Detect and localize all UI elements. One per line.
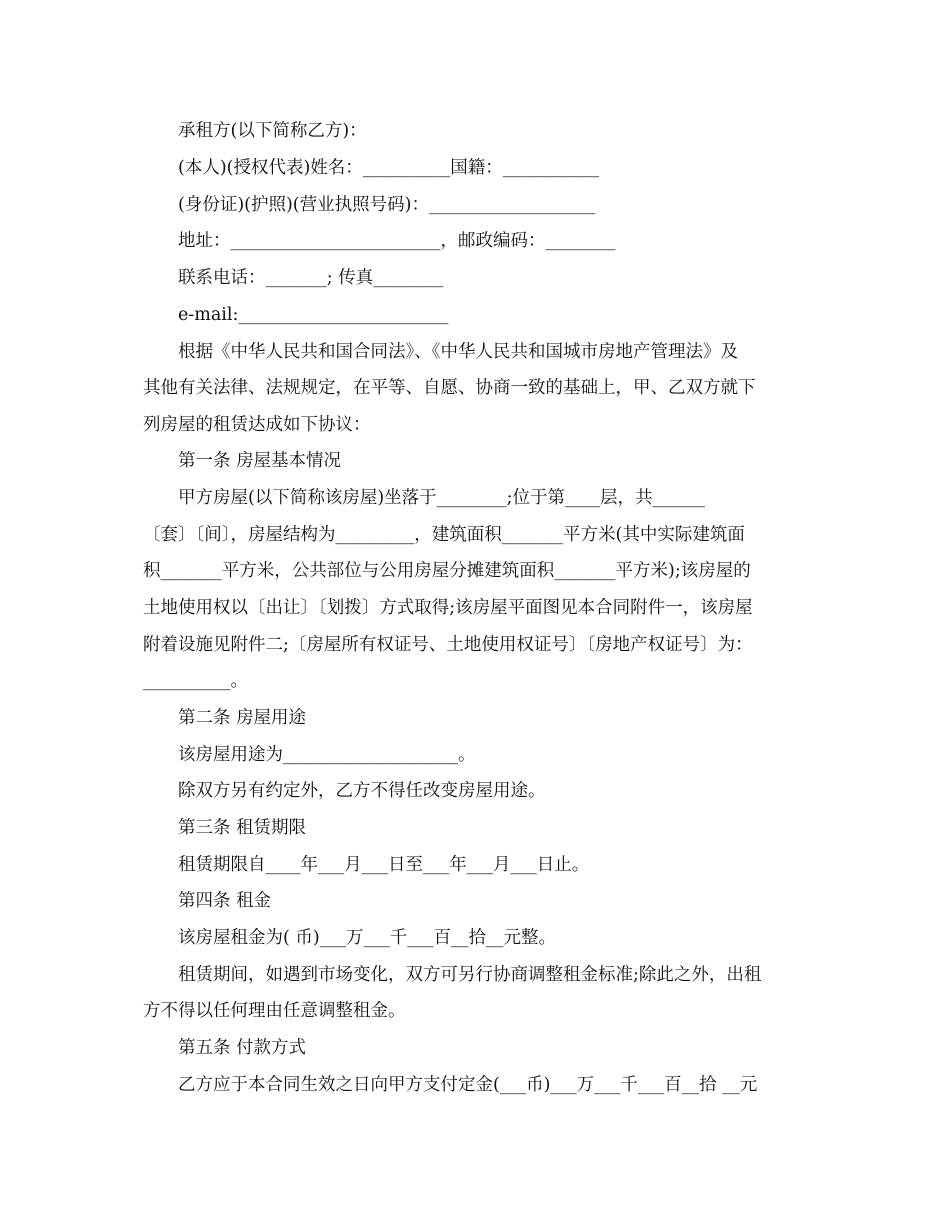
- phone-fax-line: 联系电话：_______; 传真________: [178, 268, 444, 288]
- email-line: e-mail:________________________: [178, 305, 449, 325]
- article-1-line-2: 〔套〕〔间〕，房屋结构为_________，建筑面积_______平方米(其中实际建筑面: [143, 525, 745, 545]
- preamble-line-2: 其他有关法律、法规规定，在平等、自愿、协商一致的基础上，甲、乙双方就下: [143, 378, 756, 398]
- article-2-line-1: 该房屋用途为____________________。: [178, 745, 476, 765]
- article-5-title: 第五条 付款方式: [178, 1038, 307, 1058]
- article-3-line-1: 租赁期限自____年___月___日至___年___月___日止。: [178, 855, 590, 875]
- article-1-line-4: 土地使用权以〔出让〕〔划拨〕方式取得;该房屋平面图见本合同附件一，该房屋: [143, 598, 753, 618]
- article-1-title: 第一条 房屋基本情况: [178, 451, 342, 471]
- article-2-line-2: 除双方另有约定外，乙方不得任改变房屋用途。: [178, 781, 546, 801]
- article-3-title: 第三条 租赁期限: [178, 818, 307, 838]
- preamble-line-3: 列房屋的租赁达成如下协议：: [143, 415, 371, 435]
- article-4-line-1: 该房屋租金为( 币)___万___千___百__拾__元整。: [178, 928, 556, 948]
- lessee-heading: 承租方(以下简称乙方)：: [178, 121, 367, 141]
- address-postcode-line: 地址：________________________，邮政编码：________: [178, 231, 616, 251]
- article-1-line-3: 积_______平方米，公共部位与公用房屋分摊建筑面积_______平方米);该房屋的: [143, 561, 751, 581]
- name-nationality-line: (本人)(授权代表)姓名：__________国籍：___________: [178, 158, 600, 178]
- preamble-line-1: 根据《中华人民共和国合同法》、《中华人民共和国城市房地产管理法》及: [178, 342, 738, 362]
- id-number-line: (身份证)(护照)(营业执照号码)：___________________: [178, 195, 596, 215]
- article-1-line-6: __________。: [143, 671, 248, 691]
- article-4-line-3: 方不得以任何理由任意调整租金。: [143, 1001, 406, 1021]
- article-4-title: 第四条 租金: [178, 891, 272, 911]
- article-1-line-5: 附着设施见附件二;〔房屋所有权证号、土地使用权证号〕〔房地产权证号〕为：: [143, 635, 753, 655]
- article-1-line-1: 甲方房屋(以下简称该房屋)坐落于________;位于第____层，共______: [178, 488, 706, 508]
- article-2-title: 第二条 房屋用途: [178, 708, 307, 728]
- article-4-line-2: 租赁期间，如遇到市场变化，双方可另行协商调整租金标准;除此之外，出租: [178, 965, 762, 985]
- article-5-line-1: 乙方应于本合同生效之日向甲方支付定金(___币)___万___千___百__拾 __元: [178, 1075, 758, 1095]
